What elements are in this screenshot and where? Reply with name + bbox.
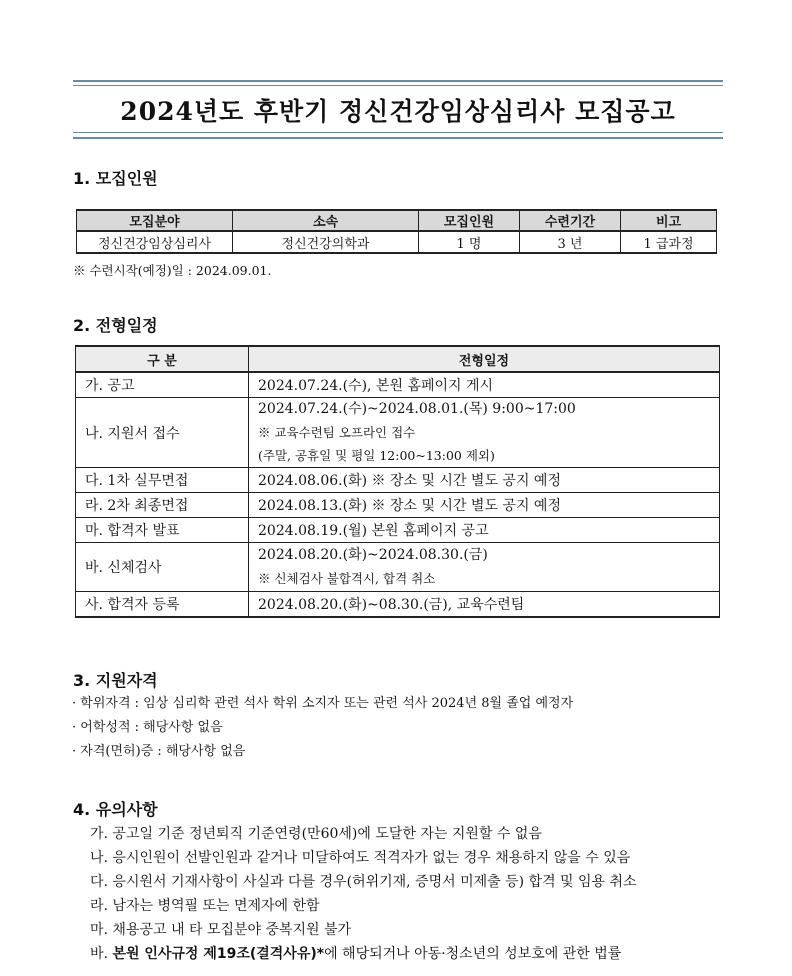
title-band: [73, 80, 723, 140]
schedule-line: (주말, 공휴일 및 평일 12:00~13:00 제외): [258, 448, 495, 463]
schedule-category: 바. 신체검사: [76, 543, 249, 592]
col-header-category: 구 분: [76, 346, 249, 372]
section-heading-notes: 4. 유의사항: [73, 800, 158, 819]
schedule-line: 2024.07.24.(수)~2024.08.01.(목) 9:00~17:00: [258, 401, 576, 417]
col-header-field: 모집분야: [77, 210, 233, 231]
schedule-detail: 2024.08.19.(월) 본원 홈페이지 공고: [249, 518, 720, 543]
schedule-category: 라. 2차 최종면접: [76, 493, 249, 518]
list-item: 나. 응시인원이 선발인원과 같거나 미달하여도 적격자가 없는 경우 채용하지 않을 수 있음: [90, 850, 631, 866]
schedule-category: 나. 지원서 접수: [76, 398, 249, 468]
col-header-period: 수련기간: [520, 210, 621, 231]
title-rule-bottom-thin: [73, 132, 723, 133]
list-item: 마. 채용공고 내 타 모집분야 중복지원 불가: [90, 922, 352, 938]
table-row: [76, 543, 720, 592]
section-heading-schedule: 2. 전형일정: [73, 316, 158, 335]
schedule-line: ※ 교육수련팀 오프라인 접수: [258, 425, 416, 440]
section-heading-recruitment: 1. 모집인원: [73, 169, 158, 188]
cell-remarks: 1 급과정: [621, 231, 717, 253]
list-item: · 자격(면허)증 : 해당사항 없음: [72, 744, 246, 759]
recruitment-table: [76, 209, 717, 254]
table-row: [76, 398, 720, 468]
col-header-count: 모집인원: [419, 210, 520, 231]
schedule-detail: 2024.08.06.(화) ※ 장소 및 시간 별도 공지 예정: [249, 468, 720, 493]
list-item-rest: 에 해당되거나 아동·청소년의 성보호에 관한 법률: [324, 946, 622, 962]
list-item: 다. 응시원서 기재사항이 사실과 다를 경우(허위기재, 증명서 미제출 등) 합격 및 임용 취소: [90, 874, 637, 890]
table-row: [76, 493, 720, 518]
table-header-row: [76, 346, 720, 372]
col-header-department: 소속: [233, 210, 419, 231]
table-header-row: [77, 210, 717, 231]
schedule-detail: [249, 543, 720, 592]
list-item: 가. 공고일 기준 정년퇴직 기준연령(만60세)에 도달한 자는 지원할 수 없음: [90, 826, 542, 842]
table-row: [77, 231, 717, 253]
regulation-reference: 본원 인사규정 제19조(결격사유)*: [112, 946, 325, 962]
col-header-schedule: 전형일정: [249, 346, 720, 372]
qualification-list: [72, 692, 573, 764]
notes-list: [90, 822, 637, 966]
list-item: [90, 942, 637, 966]
schedule-category: 다. 1차 실무면접: [76, 468, 249, 493]
cell-department: 정신건강의학과: [233, 231, 419, 253]
list-item: · 학위자격 : 임상 심리학 관련 석사 학위 소지자 또는 관련 석사 2024년 8월 졸업 예정자: [72, 696, 574, 711]
list-item: · 어학성적 : 해당사항 없음: [72, 720, 223, 735]
schedule-detail: 2024.08.20.(화)~08.30.(금), 교육수련팀: [249, 592, 720, 618]
schedule-line: 2024.08.20.(화)~2024.08.30.(금): [258, 547, 488, 563]
training-start-note: ※ 수련시작(예정)일 : 2024.09.01.: [73, 263, 272, 278]
schedule-category: 마. 합격자 발표: [76, 518, 249, 543]
list-item-prefix: 바.: [90, 946, 113, 962]
section-heading-qualifications: 3. 지원자격: [73, 671, 158, 690]
title-rule-top: [73, 80, 723, 82]
document-title: 2024년도 후반기 정신건강임상심리사 모집공고: [120, 97, 676, 126]
schedule-category: 가. 공고: [76, 372, 249, 398]
title-rule-bottom: [73, 137, 723, 139]
schedule-detail: 2024.07.24.(수), 본원 홈페이지 게시: [249, 372, 720, 398]
schedule-line: ※ 신체검사 불합격시, 합격 취소: [258, 571, 436, 586]
col-header-remarks: 비고: [621, 210, 717, 231]
cell-field: 정신건강임상심리사: [77, 231, 233, 253]
schedule-detail: 2024.08.13.(화) ※ 장소 및 시간 별도 공지 예정: [249, 493, 720, 518]
title-rule-top-thin: [73, 85, 723, 86]
cell-count: 1 명: [419, 231, 520, 253]
list-item: 라. 남자는 병역필 또는 면제자에 한함: [90, 898, 320, 914]
schedule-detail: [249, 398, 720, 468]
table-row: [76, 372, 720, 398]
schedule-category: 사. 합격자 등록: [76, 592, 249, 618]
table-row: [76, 468, 720, 493]
table-row: [76, 518, 720, 543]
schedule-table: [75, 345, 720, 618]
cell-period: 3 년: [520, 231, 621, 253]
table-row: [76, 592, 720, 618]
